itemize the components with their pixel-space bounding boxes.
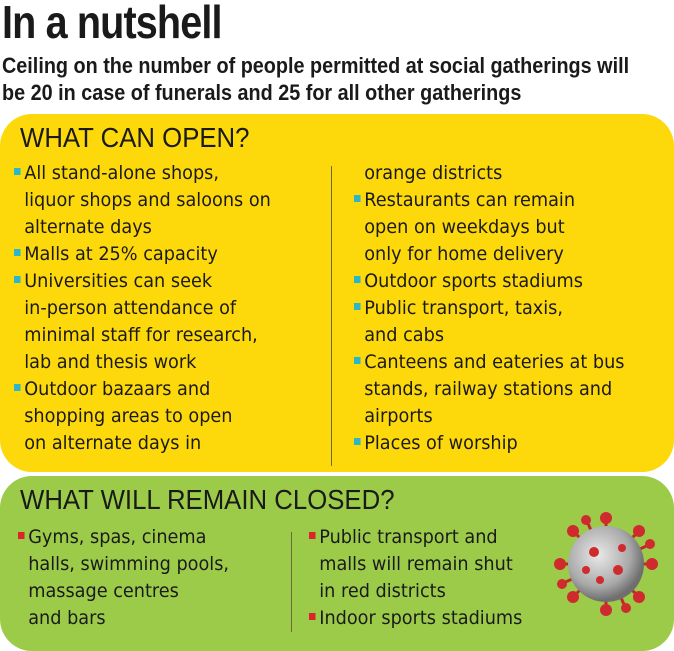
item-line: in-person attendance of (24, 297, 237, 319)
coronavirus-icon (552, 510, 660, 618)
closed-col-2 (309, 524, 538, 632)
closed-col-1 (18, 524, 245, 632)
closed-item-gyms (18, 524, 229, 632)
closed-item-indoor-stadiums (309, 605, 522, 632)
item-line: All stand-alone shops, (24, 162, 220, 184)
open-item-outdoor-stadiums (354, 268, 625, 295)
item-line: Restaurants can remain (364, 189, 576, 211)
bullet-icon (354, 357, 361, 364)
item-line: and cabs (364, 324, 445, 346)
open-col-2 (354, 160, 645, 457)
bullet-icon (18, 532, 25, 539)
closed-divider (291, 532, 292, 632)
item-line: liquor shops and saloons on (24, 189, 271, 211)
item-line: shopping areas to open (24, 405, 233, 427)
item-line: minimal staff for research, (24, 324, 258, 346)
open-item-outdoor-bazaars (14, 376, 271, 457)
item-line: Outdoor bazaars and (24, 378, 211, 400)
item-line: halls, swimming pools, (28, 553, 230, 575)
open-item-universities (14, 268, 271, 376)
open-item-continuation (354, 160, 625, 187)
open-item-public-transport (354, 295, 625, 349)
open-item-standalone-shops (14, 160, 271, 241)
item-line: airports (364, 405, 433, 427)
item-line: Public transport, taxis, (364, 297, 563, 319)
item-line: on alternate days in (24, 432, 202, 454)
item-line: orange districts (364, 162, 503, 184)
open-item-malls (14, 241, 271, 268)
item-line: stands, railway stations and (364, 378, 613, 400)
open-item-canteens (354, 349, 625, 430)
page-title: In a nutshell (2, 0, 222, 48)
bullet-icon (14, 384, 21, 391)
item-line: and bars (28, 607, 106, 629)
open-heading: WHAT CAN OPEN? (20, 122, 250, 153)
closed-heading: WHAT WILL REMAIN CLOSED? (20, 484, 395, 515)
item-line: Canteens and eateries at bus (364, 351, 625, 373)
bullet-icon (14, 276, 21, 283)
item-line: Places of worship (364, 432, 518, 454)
bullet-icon (354, 276, 361, 283)
closed-item-public-transport (309, 524, 522, 605)
bullet-icon (14, 249, 21, 256)
open-col-1 (14, 160, 290, 457)
item-line: Public transport and (319, 526, 498, 548)
bullet-icon (354, 303, 361, 310)
item-line: Gyms, spas, cinema (28, 526, 207, 548)
bullet-icon (14, 168, 21, 175)
item-line: in red districts (319, 580, 446, 602)
bullet-icon (354, 438, 361, 445)
item-line: Indoor sports stadiums (319, 607, 523, 629)
open-panel (0, 114, 674, 472)
open-item-worship (354, 430, 625, 457)
open-divider (331, 166, 332, 466)
item-line: malls will remain shut (319, 553, 513, 575)
bullet-icon (309, 532, 316, 539)
item-line: alternate days (24, 216, 152, 238)
open-item-restaurants (354, 187, 625, 268)
item-line: Outdoor sports stadiums (364, 270, 583, 292)
item-line: open on weekdays but (364, 216, 565, 238)
page-subtitle: Ceiling on the number of people permitted at social gatherings will be 20 in case of funerals and 25 for all other gatherings (2, 53, 630, 105)
bullet-icon (309, 613, 316, 620)
item-line: only for home delivery (364, 243, 564, 265)
item-line: Malls at 25% capacity (24, 243, 218, 265)
item-line: Universities can seek (24, 270, 213, 292)
bullet-icon (354, 195, 361, 202)
item-line: massage centres (28, 580, 179, 602)
item-line: lab and thesis work (24, 351, 197, 373)
